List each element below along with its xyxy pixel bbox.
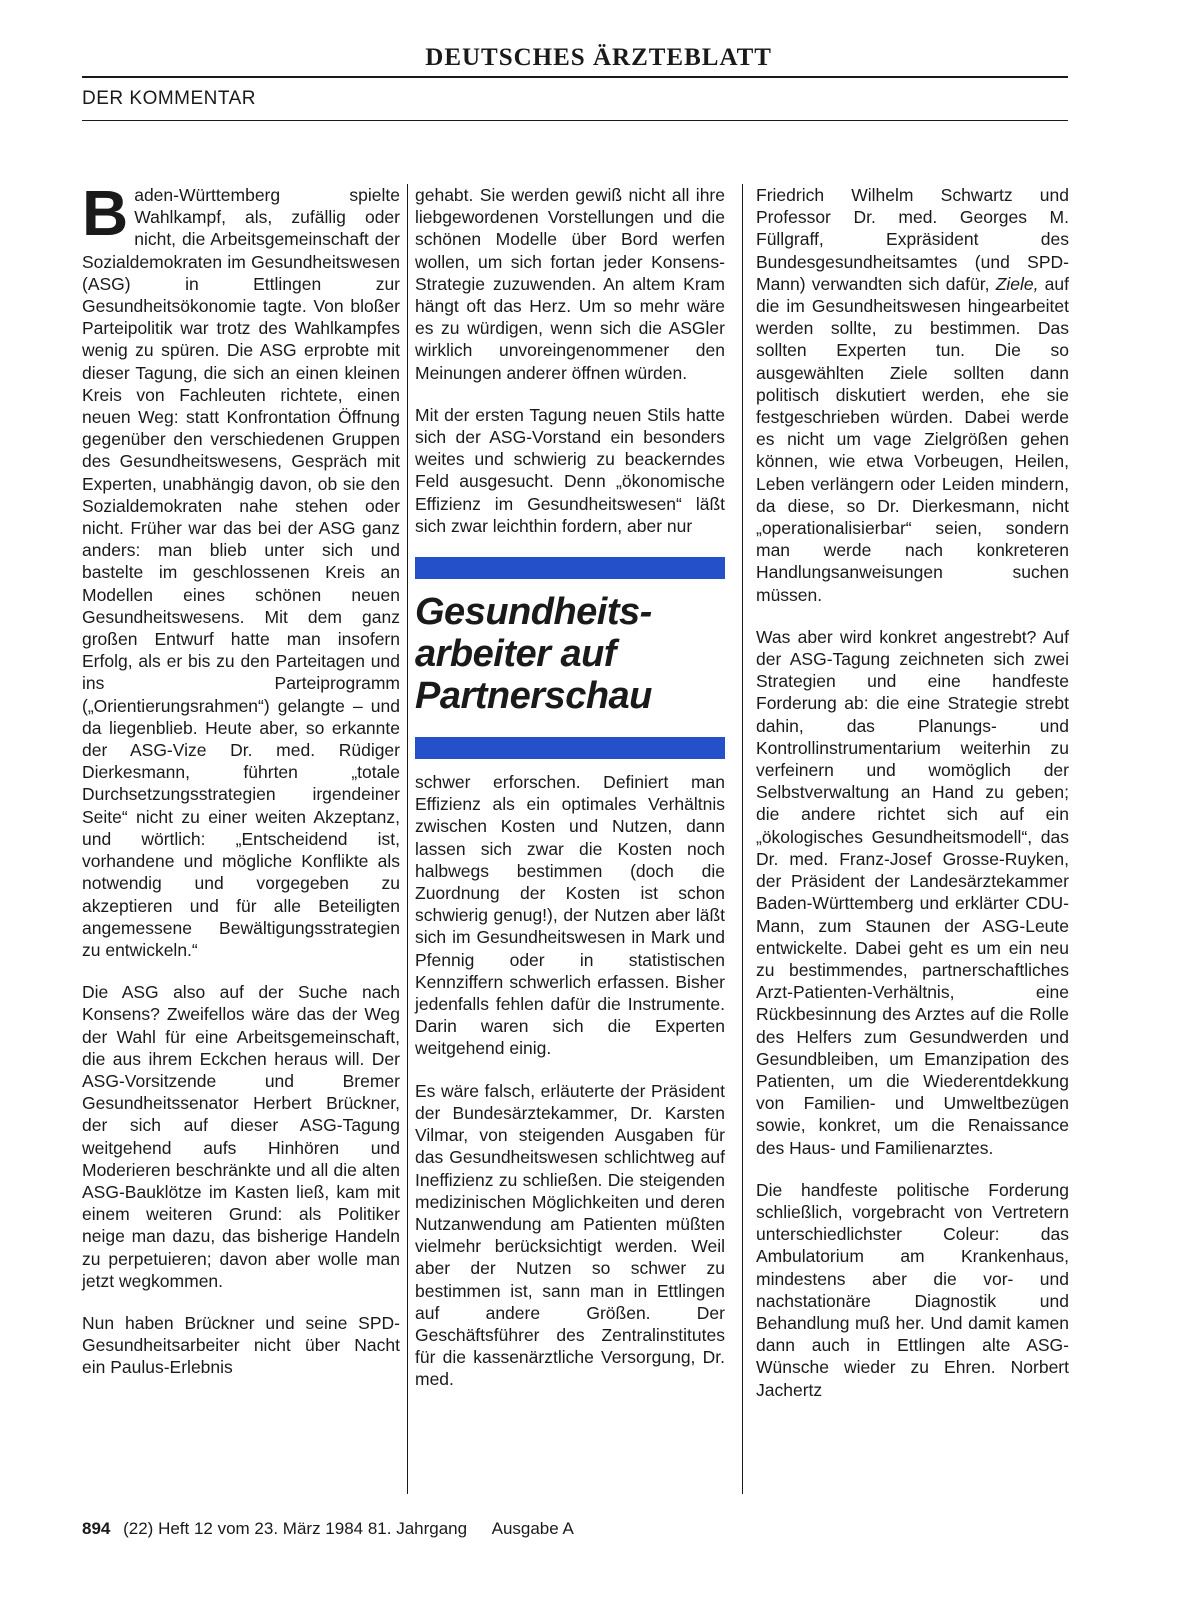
masthead-rule bbox=[82, 76, 1068, 78]
article-paragraph: Die ASG also auf der Suche nach Konsens? Zweifellos wäre das der Weg der Wahl für eine Arbeitsgemeinschaft, die aus ihrem Eckchen heraus will. Der ASG-Vorsitzende und Bremer Gesundheitssenator Herbert Brückner, der sich auf dieser ASG-Tagung weitgehend aufs Hinhören und Moderieren beschränkte und all die alten ASG-Bauklötze im Kasten ließ, kam mit einem weiteren Grund: als Politiker neige man dazu, das bisherige Handeln zu perpetuieren; davon aber wolle man jetzt wegkommen. bbox=[82, 982, 400, 1291]
page-footer bbox=[82, 1519, 574, 1539]
page-number: 894 bbox=[82, 1519, 111, 1538]
headline-bar-top bbox=[415, 557, 725, 579]
issue-info: (22) Heft 12 vom 23. März 1984 81. Jahrgang bbox=[123, 1519, 468, 1538]
article-column-1 bbox=[82, 177, 400, 1509]
article-column-2 bbox=[415, 184, 725, 1509]
column-divider bbox=[407, 184, 408, 1494]
section-label: DER KOMMENTAR bbox=[82, 88, 256, 109]
article-paragraph: gehabt. Sie werden gewiß nicht all ihre liebgewordenen Vorstellungen und die schönen Modelle über Bord werfen wollen, um sich fortan jeder Konsens-Strategie zuzuwenden. An altem Kram hängt oft das Herz. Um so mehr wäre es zu würdigen, wenn sich die ASGler wirklich unvoreingenommener den Meinungen anderer öffnen würden. bbox=[415, 185, 725, 383]
article-paragraph: schwer erforschen. Definiert man Effizienz als ein optimales Verhältnis zwischen Kosten und Nutzen, dann lassen sich zwar die Kosten noch halbwegs bestimmen (doch die Zuordnung der Kosten ist schon schwierig genug!), der Nutzen aber läßt sich im Gesundheitswesen in Mark und Pfennig oder in statistischen Kennziffern schwerlich erfassen. Bisher jedenfalls fehlen dafür die Instrumente. Darin waren sich die Experten weitgehend einig. bbox=[415, 772, 725, 1059]
column-divider bbox=[742, 184, 743, 1494]
drop-cap: B bbox=[82, 177, 129, 249]
article-paragraph: Friedrich Wilhelm Schwartz und Professor Dr. med. Georges M. Füllgraff, Expräsident des Bundesgesundheitsamtes (und SPD-Mann) verwandten sich dafür, Ziele, auf die im Gesundheitswesen hingearbeitet werden sollte, zu bestimmen. Das sollten Experten tun. Die so ausgewählten Ziele sollten dann politisch diskutiert werden, ehe sie festgeschrieben würden. Dabei werde es nicht um vage Zielgrößen gehen können, wie etwa Vorbeugen, Heilen, Leben verlängern oder Leiden mindern, da diese, so Dr. Dierkesmann, nicht „operationalisierbar“ seien, sondern man werde nach konkreteren Handlungsanweisungen suchen müssen. bbox=[756, 185, 1069, 605]
article-paragraph: Es wäre falsch, erläuterte der Präsident der Bundesärztekammer, Dr. Karsten Vilmar, von steigenden Ausgaben für das Gesundheitswesen schlichtweg auf Ineffizienz zu schließen. Die steigenden medizinischen Möglichkeiten und deren Nutzanwendung am Patienten müßten vielmehr berücksichtigt werden. Weil aber der Nutzen so schwer zu bestimmen ist, sann man in Ettlingen auf andere Größen. Der Geschäftsführer des Zentralinstitutes für die kassenärztliche Versorgung, Dr. med. bbox=[415, 1080, 725, 1390]
article-paragraph: Die handfeste politische Forderung schließlich, vorgebracht von Vertretern unterschiedlichster Coleur: das Ambulatorium am Krankenhaus, mindestens aber die vor- und nachstationäre Diagnostik und Behandlung muß her. Und damit kamen dann auch in Ettlingen alte ASG-Wünsche wieder zu Ehren. Norbert Jachertz bbox=[756, 1179, 1069, 1400]
masthead: DEUTSCHES ÄRZTEBLATT bbox=[425, 44, 772, 71]
article-headline: Gesundheits-arbeiter auf Partnerschau bbox=[415, 591, 652, 718]
article-column-3 bbox=[756, 184, 1069, 1509]
article-paragraph: Was aber wird konkret angestrebt? Auf der ASG-Tagung zeichneten sich zwei Strategien und eine handfeste Forderung ab: die eine Strategie strebt dahin, das Planungs- und Kontrollinstrumentarium weiterhin zu verfeinern und womöglich der Selbstverwaltung an Hand zu geben; die andere richtet sich auf ein „ökologisches Gesundheitsmodell“, das Dr. med. Franz-Josef Grosse-Ruyken, der Präsident der Landesärztekammer Baden-Württemberg und erklärter CDU-Mann, zum Staunen der ASG-Leute entwickelte. Dabei geht es um ein neu zu bestimmendes, partnerschaftliches Arzt-Patienten-Verhältnis, eine Rückbesinnung des Arztes auf die Rolle des Helfers zum Gesundwerden und Gesundbleiben, um Emanzipation des Patienten, um die Wiederentdekkung von Familien- und Umweltbezügen sowie, konkret, um die Renaissance des Haus- und Familienarztes. bbox=[756, 626, 1069, 1158]
headline-bar-bottom bbox=[415, 737, 725, 759]
section-rule bbox=[82, 120, 1068, 121]
article-paragraph: Mit der ersten Tagung neuen Stils hatte sich der ASG-Vorstand ein besonders weites und schwierig zu beackerndes Feld ausgesucht. Denn „ökonomische Effizienz im Gesundheitswesen“ läßt sich zwar leichthin fordern, aber nur bbox=[415, 404, 725, 536]
author-name: Norbert Jachertz bbox=[756, 1357, 1069, 1400]
article-paragraph: Nun haben Brückner und seine SPD-Gesundheitsarbeiter nicht über Nacht ein Paulus-Erlebnis bbox=[82, 1312, 400, 1378]
edition-label: Ausgabe A bbox=[491, 1519, 574, 1538]
article-paragraph: Baden-Württemberg spielte Wahlkampf, als, zufällig oder nicht, die Arbeitsgemeinschaft der Sozialdemokraten im Gesundheitswesen (ASG) in Ettlingen zur Gesundheitsökonomie tagte. Von bloßer Parteipolitik war trotz des Wahlkampfes wenig zu spüren. Die ASG erprobte mit dieser Tagung, die sich an einen kleinen Kreis von Fachleuten richtete, einen neuen Weg: statt Konfrontation Öffnung gegenüber den verschiedenen Gruppen des Gesundheitswesens, Gespräch mit Experten, unabhängig davon, ob sie den Sozialdemokraten nahe stehen oder nicht. Früher war das bei der ASG ganz anders: man blieb unter sich und bastelte im geschlossenen Kreis an Modellen eines schönen neuen Gesundheitswesens. Mit dem ganz großen Entwurf hatte man insofern Erfolg, als er bis zu den Parteitagen und ins Parteiprogramm („Orientierungsrahmen“) gelangte – und da liegenblieb. Heute aber, so erkannte der ASG-Vize Dr. med. Rüdiger Dierkesmann, führten „totale Durchsetzungsstrategien irgendeiner Seite“ nicht zu einer weiten Akzeptanz, und wörtlich: „Entscheidend ist, vorhandene und mögliche Konflikte als notwendig und vorgegeben zu akzeptieren und für alle Beteiligten angemessene Bewältigungsstrategien zu entwickeln.“ bbox=[82, 177, 400, 960]
